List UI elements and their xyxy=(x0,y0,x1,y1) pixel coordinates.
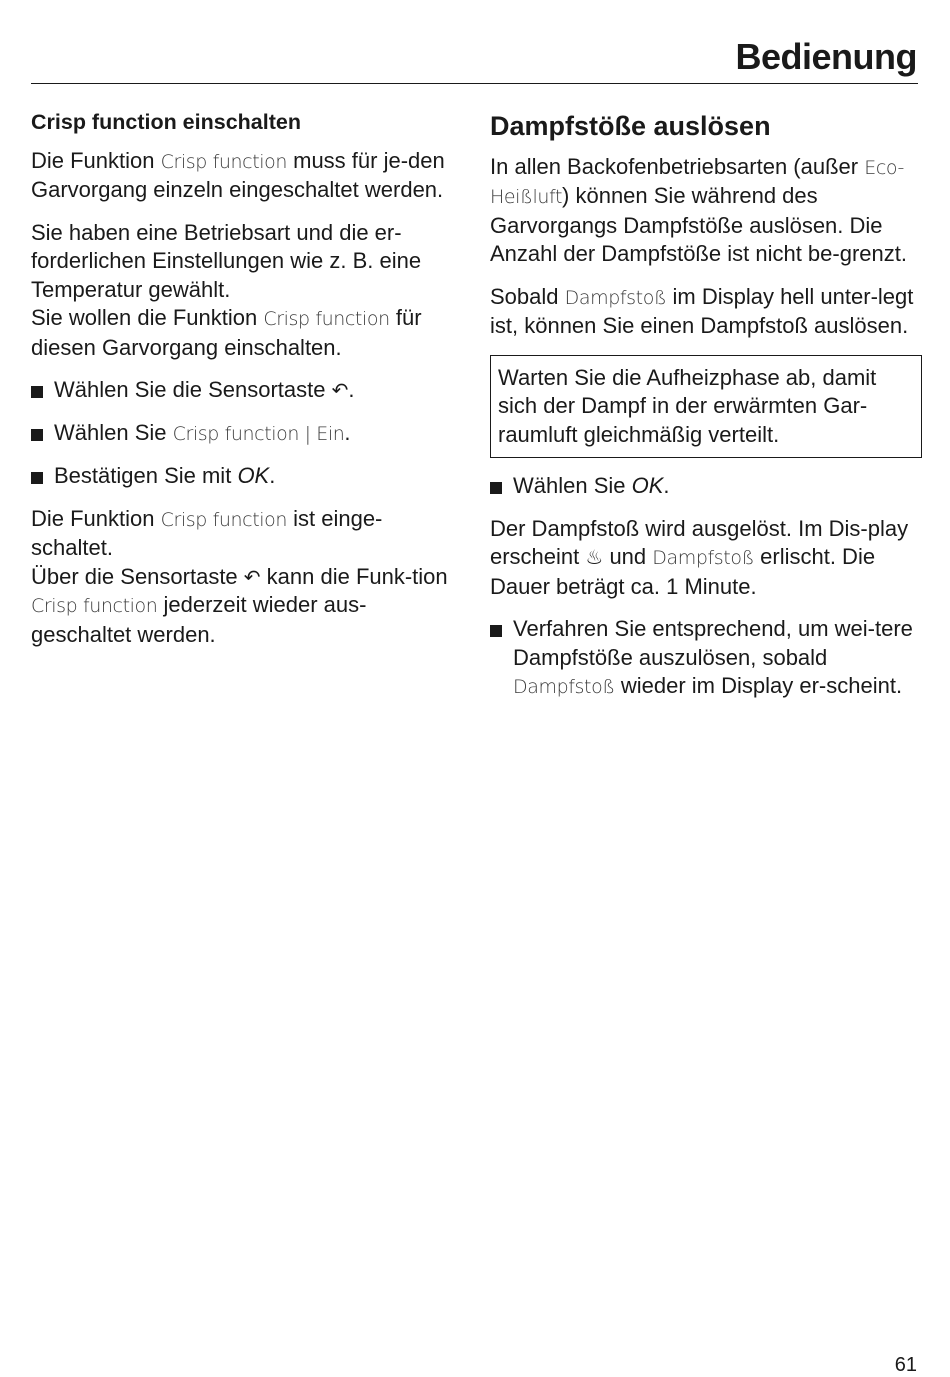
step-item xyxy=(490,615,922,702)
display-text-crisp: Crisp function xyxy=(31,595,158,617)
text-run: ist einge-schaltet. xyxy=(31,505,383,560)
square-bullet xyxy=(31,472,43,484)
crisp-precondition-paragraph xyxy=(31,219,461,363)
back-arrow-icon: ↶ xyxy=(243,564,261,589)
text-run: im Display hell unter-legt ist, können Sie einen Dampfstoß auslösen. xyxy=(490,283,914,338)
page-title: Bedienung xyxy=(735,36,917,77)
step-item xyxy=(31,376,461,405)
note-box: Warten Sie die Aufheizphase ab, damit sich der Dampf in der erwärmten Gar-raumluft gleichmäßig verteilt. xyxy=(490,355,922,459)
text-run: wieder im Display er-scheint. xyxy=(614,673,903,698)
text-run: jederzeit wieder aus-geschaltet werden. xyxy=(31,592,367,647)
text-run: Sie wollen die Funktion xyxy=(31,305,264,330)
text-run: Sobald xyxy=(490,283,565,309)
text-run: . xyxy=(269,463,276,488)
text-run: Sie haben eine Betriebsart und die er-forderlichen Einstellungen wie z. B. eine Temperatur gewählt. xyxy=(31,219,422,302)
square-bullet xyxy=(490,625,502,637)
crisp-heading: Crisp function einschalten xyxy=(31,110,301,134)
text-run: muss für je-den Garvorgang einzeln eingeschaltet werden. xyxy=(31,147,445,202)
text-run: Wählen Sie xyxy=(54,419,173,445)
step-item xyxy=(31,462,461,491)
text-run: kann die Funk-tion xyxy=(260,563,448,589)
step-item xyxy=(31,419,461,449)
text-run: Bestätigen Sie mit xyxy=(54,463,238,488)
crisp-intro-paragraph xyxy=(31,147,461,205)
text-run: und xyxy=(603,544,653,569)
square-bullet xyxy=(31,386,43,398)
right-column xyxy=(490,108,922,716)
text-run: Die Funktion xyxy=(31,147,161,173)
text-run: ) können Sie während des Garvorgangs Dampfstöße auslösen. Die Anzahl der Dampfstöße ist nicht be-grenzt. xyxy=(490,183,907,266)
display-text-crisp: Crisp function xyxy=(160,508,287,531)
text-run: Wählen Sie xyxy=(513,473,632,498)
crisp-result-paragraph xyxy=(31,505,461,650)
back-arrow-icon: ↶ xyxy=(331,378,349,402)
display-text-dampfstoss: Dampfstoß xyxy=(652,547,755,569)
steam-result-paragraph xyxy=(490,515,922,602)
page-number: 61 xyxy=(894,1354,917,1376)
text-run: Die Funktion xyxy=(31,505,161,531)
left-column xyxy=(31,108,461,663)
text-run: Über die Sensortaste xyxy=(31,563,244,589)
text-run: . xyxy=(348,377,355,402)
step-item xyxy=(490,472,922,501)
display-text-dampfstoss: Dampfstoß xyxy=(513,676,615,698)
display-text-dampfstoss: Dampfstoß xyxy=(564,286,667,309)
text-run: Verfahren Sie entsprechend, um wei-tere Dampfstöße auszulösen, sobald xyxy=(513,616,913,670)
text-run: Wählen Sie die Sensortaste xyxy=(54,377,332,402)
text-run: . xyxy=(344,419,351,445)
steam-icon: ♨ xyxy=(585,545,604,569)
steam-intro-paragraph xyxy=(490,153,922,269)
ok-key-text: OK xyxy=(237,463,270,488)
square-bullet xyxy=(31,429,43,441)
text-run: Der Dampfstoß wird ausgelöst. Im Dis-play erscheint xyxy=(490,515,909,569)
header-divider xyxy=(31,83,918,84)
text-run: erlischt. Die Dauer beträgt ca. 1 Minute. xyxy=(490,544,876,599)
ok-key-text: OK xyxy=(631,473,664,498)
steam-heading: Dampfstöße auslösen xyxy=(490,111,771,141)
display-text-crisp: Crisp function xyxy=(263,308,390,330)
text-run: . xyxy=(663,473,670,498)
steam-ready-paragraph xyxy=(490,283,922,341)
text-run: In allen Backofenbetriebsarten (außer xyxy=(490,153,865,179)
display-text-crisp: Crisp function xyxy=(160,150,287,173)
display-text-crisp-ein: Crisp function | Ein xyxy=(172,422,345,445)
square-bullet xyxy=(490,482,502,494)
text-run: für diesen Garvorgang einschalten. xyxy=(31,305,422,360)
display-text-eco: Eco-Heißluft xyxy=(490,156,904,208)
